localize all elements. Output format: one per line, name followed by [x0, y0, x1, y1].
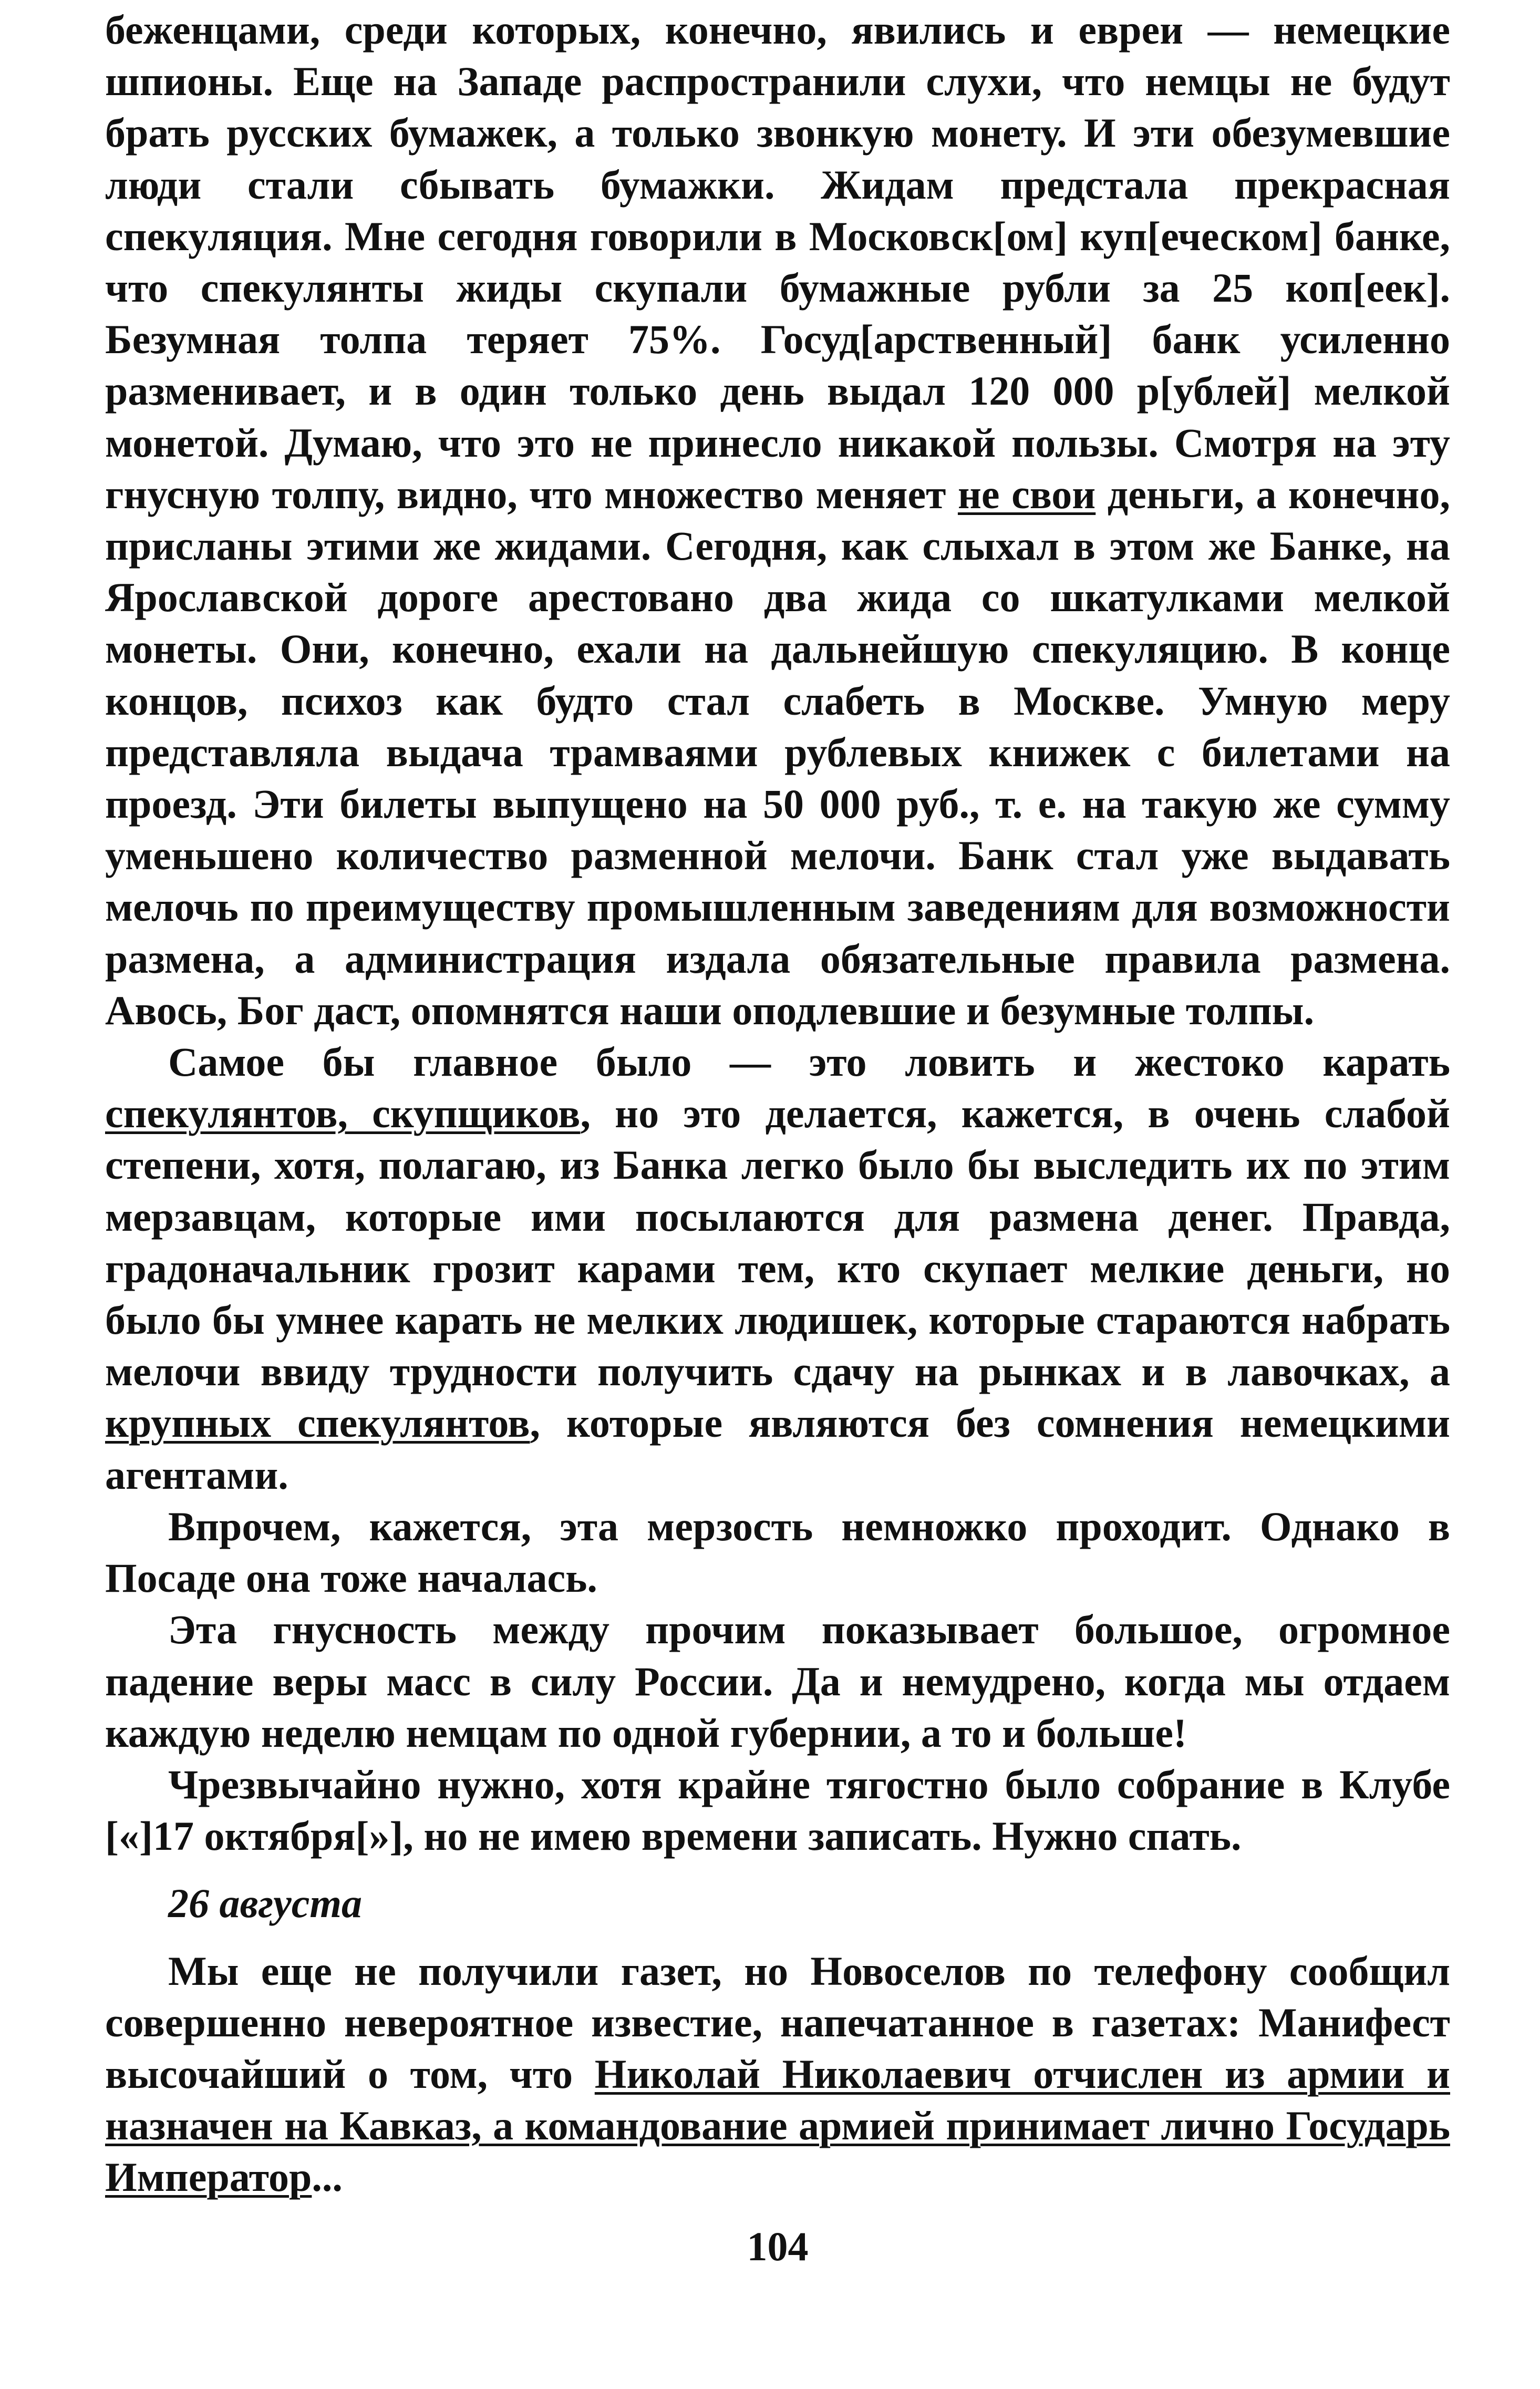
underlined-text: Николай Николаевич отчислен из армии и назначен на Кавказ, а командование армией принимает лично Государь Император [105, 2051, 1450, 2200]
text-segment: , но это делается, кажется, в очень слабой степени, хотя, полагаю, из Банка легко было бы выследить их по этим мерзавцам, которые ими посылаются для размена денег. Правда, градоначальник грозит карами тем, кто скупает мелкие деньги, но было бы умнее карать не мелких людишек, которые стараются набрать мелочи ввиду трудности получить сдачу на рынках и в лавочках, а [105, 1090, 1451, 1395]
page-number: 104 [747, 2223, 809, 2269]
underlined-text: крупных спекулянтов [105, 1400, 530, 1446]
paragraph [105, 1036, 1450, 1501]
paragraph [105, 1759, 1450, 1862]
text-segment: деньги, а конечно, присланы этими же жидами. Сегодня, как слыхал в этом же Банке, на Ярославской дороге арестовано два жида со шкатулками мелкой монеты. Они, конечно, ехали на дальнейшую спекуляцию. В конце концов, психоз как будто стал слабеть в Москве. Умную меру представляла выдача трамваями рублевых книжек с билетами на проезд. Эти билеты выпущено на 50 000 руб., т. е. на такую же сумму уменьшено количество разменной мелочи. Банк стал уже выдавать мелочь по преимуществу промышленным заведениям для возможности размена, а администрация издала обязательные правила размена. Авось, Бог даст, опомнятся наши оподлевшие и безумные толпы. [105, 471, 1450, 1033]
paragraph [105, 1945, 1450, 2203]
text-segment: Мы еще не получили газет, но Новоселов по телефону сообщил совершенно невероятное известие, напечатанное в газетах: Манифест высочайший о том, что [105, 1948, 1450, 2097]
page-text [105, 4, 1450, 2203]
paragraph [105, 1501, 1450, 1604]
underlined-text: не свои [957, 471, 1096, 517]
book-page [105, 0, 1450, 2389]
text-segment: ... [312, 2154, 343, 2200]
text-segment: , которые являются без сомнения немецкими агентами. [105, 1400, 1450, 1498]
paragraph [105, 4, 1450, 1036]
text-segment: беженцами, среди которых, конечно, явились и евреи — немецкие шпионы. Еще на Западе распространили слухи, что немцы не будут брать русских бумажек, а только звонкую монету. И эти обезумевшие люди стали сбывать бумажки. Жидам предстала прекрасная спекуляция. Мне сегодня говорили в Московск[ом] куп[еческом] банке, что спекулянты жиды скупали бумажные рубли за 25 коп[еек]. Безумная толпа теряет 75%. Госуд[арственный] банк усиленно разменивает, и в один только день выдал 120 000 р[ублей] мелкой монетой. Думаю, что это не принесло никакой пользы. Смотря на эту гнусную толпу, видно, что множество меняет [105, 7, 1450, 517]
underlined-text: спекулянтов, скупщиков [105, 1090, 581, 1137]
text-segment: Чрезвычайно нужно, хотя крайне тягостно было собрание в Клубе [«]17 октября[»], но не имею времени записать. Нужно спать. [105, 1761, 1450, 1859]
text-segment: Самое бы главное было — это ловить и жестоко карать [168, 1039, 1450, 1085]
text-segment: Впрочем, кажется, эта мерзость немножко проходит. Однако в Посаде она тоже началась. [105, 1503, 1450, 1601]
text-segment: Эта гнусность между прочим показывает большое, огромное падение веры масс в силу России. Да и немудрено, когда мы отдаем каждую неделю немцам по одной губернии, а то и больше! [105, 1607, 1450, 1756]
paragraph [105, 1604, 1450, 1759]
date-heading: 26 августа [168, 1880, 363, 1927]
